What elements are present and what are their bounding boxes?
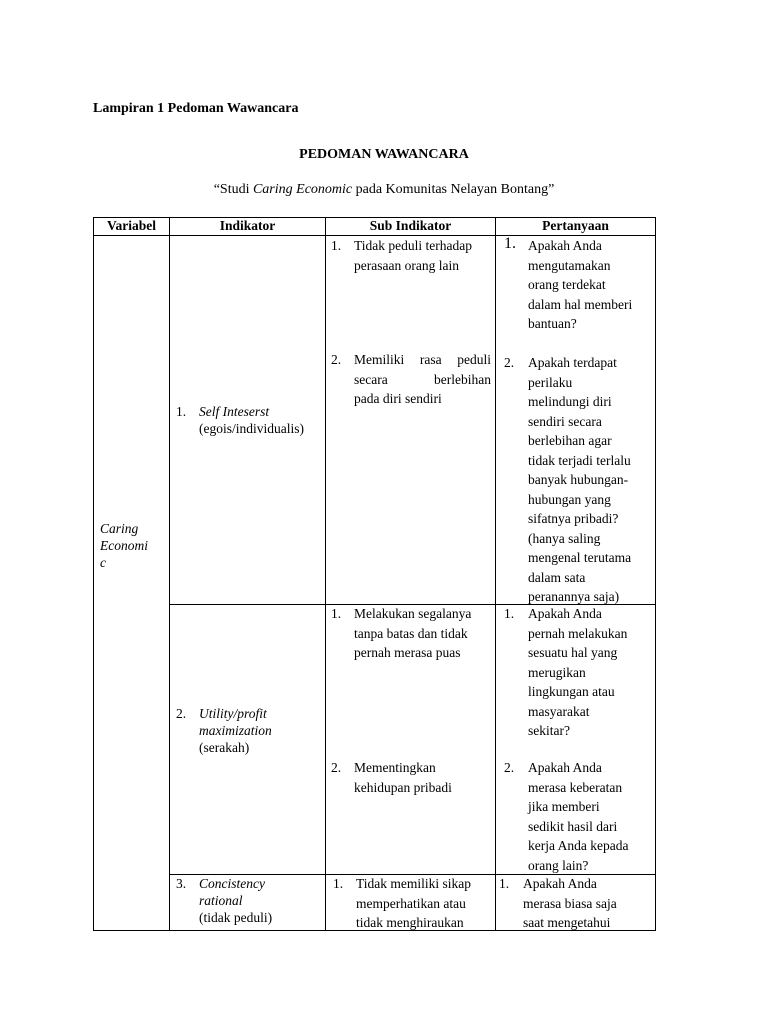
document-subtitle (0, 182, 768, 198)
question-line: dalam sata (528, 569, 586, 585)
sub-indicator-number: 1. (333, 876, 344, 891)
indicator-name: rational (199, 893, 243, 908)
question-line: pernah melakukan (528, 625, 628, 641)
indicator-name: Utility/profit (199, 706, 267, 721)
indicator-note: (egois/individualis) (199, 421, 304, 436)
sub-indicator-3 (331, 604, 491, 663)
question-line: orang terdekat (528, 277, 606, 292)
sub-indicator-line: perasaan orang lain (354, 257, 459, 273)
question-line: orang lain? (528, 857, 589, 873)
question-line: masyarakat (528, 703, 590, 719)
question-line: Apakah Anda (528, 238, 602, 253)
column-divider-1 (169, 217, 170, 931)
indicator-note: (serakah) (199, 740, 250, 755)
question-line: merasa keberatan (528, 779, 623, 795)
sub-indicator-line: Tidak peduli terhadap (354, 238, 472, 253)
question-line: sifatnya pribadi? (528, 511, 619, 526)
question-line: hubungan yang (528, 491, 611, 507)
question-line: banyak hubungan- (528, 472, 629, 487)
sub-indicator-line: memperhatikan atau (356, 895, 466, 911)
question-line: merasa biasa saja (523, 895, 617, 911)
variable-cell (100, 520, 148, 571)
question-number: 1. (504, 235, 516, 252)
sub-indicator-line: Memiliki rasa peduli (354, 352, 491, 367)
subtitle-suffix: pada Komunitas Nelayan Bontang” (352, 182, 555, 197)
indicator-number: 1. (176, 404, 187, 419)
sub-indicator-line: pernah merasa puas (354, 645, 461, 660)
sub-indicator-number: 1. (331, 238, 342, 253)
question-line: dalam hal memberi (528, 296, 633, 312)
indicator-number: 2. (176, 706, 187, 721)
question-line: mengenal terutama (528, 550, 632, 565)
indicator-name: Concistency (199, 876, 265, 891)
question-line: Apakah Anda (523, 876, 597, 891)
question-5 (499, 874, 653, 933)
appendix-heading: Lampiran 1 Pedoman Wawancara (93, 101, 299, 116)
question-line: saat mengetahui (523, 915, 611, 930)
header-indikator: Indikator (219, 218, 276, 233)
question-line: sekitar? (528, 723, 570, 738)
sub-indicator-line: Melakukan segalanya (354, 606, 472, 621)
question-line: melindungi diri (528, 394, 612, 409)
question-line: perilaku (528, 374, 573, 390)
indicator-note: (tidak peduli) (199, 910, 273, 925)
question-3 (504, 604, 654, 741)
question-2 (504, 353, 654, 607)
sub-indicator-2 (331, 350, 491, 409)
question-line: merugikan (528, 664, 586, 680)
question-number: 2. (504, 355, 515, 370)
header-sub-indikator: Sub Indikator (369, 218, 452, 233)
question-1 (504, 236, 654, 334)
sub-indicator-number: 2. (331, 760, 342, 775)
question-line: jika memberi (528, 799, 600, 814)
sub-indicator-line: kehidupan pribadi (354, 779, 452, 795)
question-line: Apakah Anda (528, 606, 602, 621)
column-divider-2 (325, 217, 326, 931)
table-border-left (93, 217, 94, 931)
sub-indicator-4 (331, 758, 491, 797)
question-line: mengutamakan (528, 257, 611, 273)
subtitle-italic: Caring Economic (252, 182, 353, 197)
subtitle-prefix: “Studi (213, 182, 253, 197)
column-divider-3 (495, 217, 496, 931)
sub-indicator-line: tidak menghiraukan (356, 915, 464, 930)
sub-indicator-number: 2. (331, 352, 342, 367)
sub-indicator-line: Tidak memiliki sikap (356, 876, 472, 891)
sub-indicator-line: Mementingkan (354, 760, 436, 775)
indicator-3 (176, 875, 272, 926)
question-line: Apakah terdapat (528, 355, 617, 370)
question-line: kerja Anda kepada (528, 838, 629, 853)
question-line: Apakah Anda (528, 760, 602, 775)
question-line: tidak terjadi terlalu (528, 452, 631, 468)
indicator-1 (176, 403, 304, 437)
sub-indicator-line: tanpa batas dan tidak (354, 625, 468, 641)
variable-line: Economi (100, 538, 148, 553)
sub-indicator-line: secara berlebihan (354, 371, 491, 387)
question-line: (hanya saling (528, 530, 601, 546)
indicator-name: maximization (199, 723, 272, 738)
header-pertanyaan: Pertanyaan (542, 218, 609, 233)
question-4 (504, 758, 654, 875)
indicator-2 (176, 705, 272, 756)
question-line: lingkungan atau (528, 684, 615, 699)
question-line: bantuan? (528, 316, 577, 331)
question-number: 1. (504, 606, 515, 621)
document-title: PEDOMAN WAWANCARA (299, 147, 469, 162)
sub-indicator-line: pada diri sendiri (354, 391, 442, 406)
sub-indicator-5 (333, 874, 493, 933)
sub-indicator-1 (331, 236, 491, 275)
sub-indicator-number: 1. (331, 606, 342, 621)
header-variabel: Variabel (106, 218, 156, 233)
question-line: sendiri secara (528, 413, 602, 429)
question-line: berlebihan agar (528, 433, 612, 448)
variable-line: c (100, 555, 106, 570)
question-line: sesuatu hal yang (528, 645, 618, 660)
indicator-name: Self Inteserst (199, 404, 270, 419)
question-line: sedikit hasil dari (528, 818, 618, 834)
question-number: 1. (499, 876, 510, 891)
question-number: 2. (504, 760, 515, 775)
question-line: peranannya saja) (528, 589, 620, 604)
table-border-right (655, 217, 656, 931)
variable-line: Caring (100, 521, 139, 536)
indicator-number: 3. (176, 876, 187, 891)
